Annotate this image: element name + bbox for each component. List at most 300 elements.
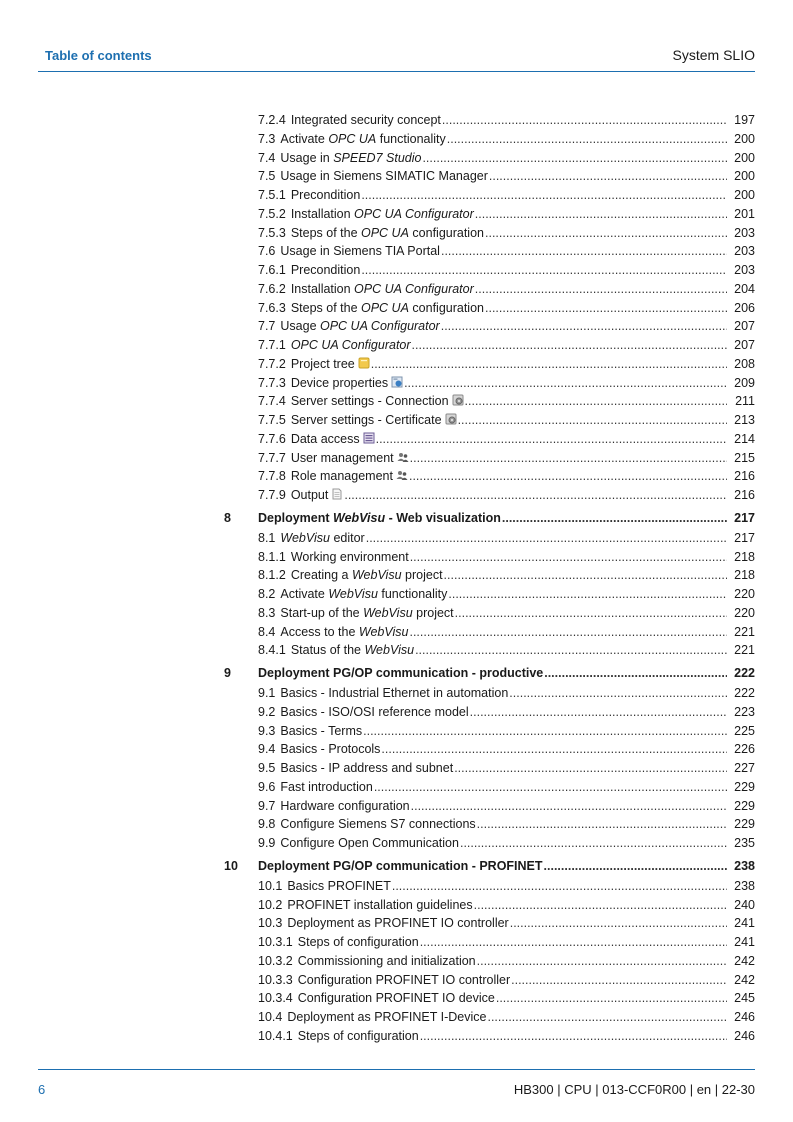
toc-entry-title bbox=[287, 896, 472, 914]
toc-entry[interactable] bbox=[224, 130, 755, 149]
toc-entry[interactable] bbox=[224, 815, 755, 834]
toc-title-italic-part: OPC UA Configurator bbox=[354, 281, 474, 296]
toc-dot-leader bbox=[477, 952, 727, 970]
toc-section-number: 7.7.2 bbox=[258, 356, 286, 371]
toc-dot-leader bbox=[422, 149, 727, 167]
toc-entry[interactable] bbox=[224, 280, 755, 299]
toc-entry-title bbox=[291, 205, 474, 223]
toc-entry[interactable] bbox=[224, 989, 755, 1008]
toc-dot-leader bbox=[470, 703, 727, 721]
toc-section-number: 8.1 bbox=[258, 530, 276, 545]
toc-entry-title bbox=[291, 224, 484, 242]
toc-dot-leader bbox=[477, 815, 727, 833]
toc-entry-body bbox=[258, 355, 755, 373]
toc-entry[interactable] bbox=[224, 411, 755, 430]
toc-entry[interactable] bbox=[224, 896, 755, 915]
toc-entry-title bbox=[291, 336, 411, 354]
toc-entry[interactable] bbox=[224, 449, 755, 468]
toc-dot-leader bbox=[409, 623, 727, 641]
toc-title-italic-part: WebVisu bbox=[333, 510, 386, 525]
toc-dot-leader bbox=[544, 664, 727, 682]
toc-entry-title bbox=[280, 623, 408, 641]
toc-entry[interactable] bbox=[224, 585, 755, 604]
toc-title-part: Data access bbox=[290, 431, 360, 446]
toc-dot-leader bbox=[487, 1008, 727, 1026]
toc-title-part: Configure Open Communication bbox=[280, 836, 459, 850]
toc-title-part: Role management bbox=[290, 469, 393, 484]
toc-entry-title bbox=[298, 1027, 419, 1045]
toc-entry-title bbox=[291, 566, 443, 584]
toc-page-number: 241 bbox=[734, 916, 755, 931]
toc-page-number: 221 bbox=[734, 643, 755, 658]
footer-divider bbox=[38, 1069, 755, 1070]
toc-entry-body bbox=[258, 486, 755, 504]
toc-entry-body bbox=[258, 467, 755, 485]
toc-page-number: 229 bbox=[734, 817, 755, 832]
toc-entry-body bbox=[258, 392, 755, 410]
toc-title-part: Status of the bbox=[290, 643, 365, 658]
toc-section-number: 7.2.4 bbox=[258, 113, 286, 127]
toc-section-number: 9.2 bbox=[258, 704, 276, 719]
toc-section-number: 9.1 bbox=[258, 686, 276, 700]
toc-section-number: 8.1.1 bbox=[258, 549, 286, 564]
toc-chapter-entry[interactable] bbox=[224, 857, 755, 877]
toc-entry[interactable] bbox=[224, 374, 755, 393]
toc-entry-title bbox=[280, 815, 475, 833]
toc-dot-leader bbox=[404, 374, 727, 392]
toc-dot-leader bbox=[510, 914, 727, 932]
toc-title-part: Deployment as PROFINET I-Device bbox=[287, 1010, 487, 1024]
toc-page-number: 203 bbox=[734, 244, 755, 259]
toc-dot-leader bbox=[411, 797, 727, 815]
toc-entry[interactable] bbox=[224, 392, 755, 411]
toc-page-number: 204 bbox=[734, 281, 755, 296]
toc-page-number: 240 bbox=[734, 897, 755, 912]
toc-entry-body bbox=[258, 641, 755, 659]
toc-entry-body bbox=[258, 317, 755, 335]
toc-entry[interactable] bbox=[224, 299, 755, 318]
toc-dot-leader bbox=[509, 684, 727, 702]
toc-section-number: 7.7.5 bbox=[258, 413, 286, 427]
toc-entry-title bbox=[291, 548, 409, 566]
toc-page-number: 229 bbox=[734, 779, 755, 794]
toc-entry-body bbox=[258, 205, 755, 223]
toc-entry-body bbox=[258, 797, 755, 815]
toc-page-number: 207 bbox=[734, 319, 755, 334]
toc-dot-leader bbox=[441, 242, 727, 260]
toc-title-part: User management bbox=[290, 450, 394, 465]
toc-section-number: 9.3 bbox=[258, 723, 276, 738]
toc-page-number: 227 bbox=[734, 761, 755, 775]
toc-title-part: Activate bbox=[280, 587, 329, 601]
toc-entry-title bbox=[280, 149, 421, 167]
toc-page-number: 197 bbox=[734, 113, 755, 127]
toc-dot-leader bbox=[544, 857, 727, 875]
toc-dot-leader bbox=[361, 261, 727, 279]
toc-dot-leader bbox=[458, 411, 727, 429]
toc-title-italic-part: WebVisu bbox=[363, 605, 413, 620]
toc-entry[interactable] bbox=[224, 952, 755, 971]
toc-entry-body bbox=[258, 242, 755, 260]
toc-entry-body bbox=[258, 703, 755, 721]
toc-dot-leader bbox=[410, 449, 727, 467]
toc-entry-title bbox=[280, 684, 508, 702]
toc-entry-body bbox=[258, 604, 755, 622]
toc-page-number: 218 bbox=[734, 568, 755, 583]
toc-dot-leader bbox=[455, 604, 727, 622]
toc-page-number: 225 bbox=[734, 723, 755, 738]
toc-title-part: Usage in Siemens SIMATIC Manager bbox=[280, 169, 488, 184]
toc-dot-leader bbox=[410, 548, 727, 566]
toc-page-number: 214 bbox=[734, 431, 755, 446]
toc-page-number: 211 bbox=[735, 394, 755, 409]
toc-entry-title bbox=[280, 242, 440, 260]
toc-section-number: 7.6 bbox=[258, 244, 276, 259]
toc-dot-leader bbox=[496, 989, 727, 1007]
toc-page-number: 221 bbox=[734, 624, 755, 639]
toc-entry[interactable] bbox=[224, 722, 755, 741]
toc-page-number: 229 bbox=[734, 798, 755, 813]
toc-entry-title bbox=[291, 186, 361, 204]
toc-entry[interactable] bbox=[224, 149, 755, 168]
toc-title-part: Configure Siemens S7 connections bbox=[280, 817, 476, 832]
toc-page-number: 216 bbox=[734, 488, 755, 502]
toc-section-number: 7.7.3 bbox=[258, 375, 286, 390]
toc-entry-body bbox=[258, 778, 755, 796]
toc-dot-leader bbox=[366, 529, 727, 547]
toc-title-part: Start-up of the bbox=[280, 605, 364, 620]
toc-title-part: Device properties bbox=[290, 375, 389, 390]
toc-section-number: 8.3 bbox=[258, 605, 276, 620]
toc-dot-leader bbox=[502, 509, 727, 527]
toc-dot-leader bbox=[361, 186, 727, 204]
toc-title-italic-part: OPC UA bbox=[328, 131, 377, 146]
toc-title-part: - Web visualization bbox=[385, 510, 501, 525]
toc-title-part: Basics PROFINET bbox=[287, 878, 391, 893]
toc-entry-body bbox=[258, 1008, 755, 1026]
toc-entry-title bbox=[291, 111, 441, 129]
device-properties-icon bbox=[391, 376, 403, 388]
toc-entry[interactable] bbox=[224, 971, 755, 990]
toc-entry-title bbox=[287, 1008, 486, 1026]
toc-entry-body bbox=[258, 280, 755, 298]
toc-entry-title bbox=[280, 722, 362, 740]
toc-entry[interactable] bbox=[224, 261, 755, 280]
toc-dot-leader bbox=[489, 167, 727, 185]
toc-section-number: 7.5.2 bbox=[258, 206, 286, 221]
toc-page-number: 200 bbox=[734, 150, 755, 165]
toc-entry-title bbox=[298, 989, 495, 1007]
toc-page-number: 222 bbox=[734, 686, 755, 700]
toc-section-number: 7.6.3 bbox=[258, 300, 286, 315]
document-icon bbox=[331, 488, 343, 500]
toc-entry[interactable] bbox=[224, 242, 755, 261]
toc-page-number: 207 bbox=[734, 338, 755, 352]
toc-entry-body bbox=[258, 684, 755, 702]
toc-entry-title bbox=[298, 971, 510, 989]
toc-title-italic-part: WebVisu bbox=[328, 587, 378, 601]
toc-dot-leader bbox=[415, 641, 727, 659]
toc-entry-body bbox=[258, 430, 755, 448]
toc-dot-leader bbox=[376, 430, 727, 448]
users-icon bbox=[397, 451, 409, 463]
toc-entry[interactable] bbox=[224, 486, 755, 505]
toc-entry-body bbox=[258, 815, 755, 833]
toc-title-part: project bbox=[412, 605, 454, 620]
toc-title-part: Hardware configuration bbox=[280, 798, 410, 813]
toc-entry[interactable] bbox=[224, 933, 755, 952]
toc-dot-leader bbox=[420, 1027, 727, 1045]
header-divider bbox=[38, 71, 755, 72]
toc-title-italic-part: OPC UA Configurator bbox=[320, 319, 440, 334]
server-settings-icon bbox=[445, 413, 457, 425]
toc-page-number: 209 bbox=[734, 375, 755, 390]
toc-entry-body bbox=[258, 336, 755, 354]
toc-entry[interactable] bbox=[224, 684, 755, 703]
toc-entry-body bbox=[258, 623, 755, 641]
toc-dot-leader bbox=[371, 355, 727, 373]
toc-dot-leader bbox=[420, 933, 727, 951]
toc-entry[interactable] bbox=[224, 740, 755, 759]
toc-section-number: 7.7.7 bbox=[258, 450, 286, 465]
toc-page-number: 200 bbox=[734, 188, 755, 202]
toc-title-part: Access to the bbox=[280, 624, 359, 639]
toc-dot-leader bbox=[442, 111, 727, 129]
toc-entry-title bbox=[258, 664, 543, 682]
toc-entry[interactable] bbox=[224, 834, 755, 853]
toc-title-part: PROFINET installation guidelines bbox=[287, 897, 473, 912]
table-of-contents bbox=[224, 111, 755, 1046]
toc-section-number: 7.7.1 bbox=[258, 338, 286, 352]
toc-entry-title bbox=[280, 778, 372, 796]
toc-entry-body bbox=[258, 411, 755, 429]
toc-entry-body bbox=[258, 585, 755, 603]
toc-section-number: 7.7.6 bbox=[258, 431, 286, 446]
toc-section-number: 9.8 bbox=[258, 817, 276, 832]
toc-title-part: Project tree bbox=[290, 356, 355, 371]
toc-title-part: Deployment bbox=[258, 510, 334, 525]
toc-entry[interactable] bbox=[224, 336, 755, 355]
toc-section-number: 9.6 bbox=[258, 779, 276, 794]
toc-title-part: Configuration PROFINET IO device bbox=[297, 991, 495, 1006]
toc-section-number: 9.5 bbox=[258, 761, 276, 775]
toc-entry[interactable] bbox=[224, 224, 755, 243]
toc-entry[interactable] bbox=[224, 186, 755, 205]
toc-title-part: Deployment PG/OP communication - PROFINET bbox=[258, 858, 543, 873]
toc-page-number: 208 bbox=[734, 356, 755, 371]
toc-entry-body bbox=[258, 566, 755, 584]
toc-entry-title bbox=[291, 280, 474, 298]
toc-title-italic-part: OPC UA Configurator bbox=[354, 206, 474, 221]
toc-entry[interactable] bbox=[224, 355, 755, 374]
toc-entry-title bbox=[280, 703, 468, 721]
toc-title-part: configuration bbox=[408, 225, 484, 240]
toc-entry[interactable] bbox=[224, 467, 755, 486]
toc-title-part: Usage in Siemens TIA Portal bbox=[280, 244, 440, 259]
users-icon bbox=[396, 469, 408, 481]
toc-dot-leader bbox=[475, 205, 727, 223]
toc-entry-title bbox=[280, 834, 459, 852]
toc-section-number: 7.3 bbox=[258, 131, 276, 146]
toc-title-part: Steps of configuration bbox=[297, 1028, 419, 1043]
toc-entry-title bbox=[280, 529, 364, 547]
toc-dot-leader bbox=[465, 392, 727, 410]
toc-page-number: 206 bbox=[734, 300, 755, 315]
toc-title-italic-part: WebVisu bbox=[358, 624, 409, 639]
toc-entry[interactable] bbox=[224, 1008, 755, 1027]
toc-chapter-entry[interactable] bbox=[224, 509, 755, 529]
toc-entry-title bbox=[258, 857, 543, 875]
toc-title-italic-part: OPC UA Configurator bbox=[290, 338, 411, 352]
toc-entry-body bbox=[258, 834, 755, 852]
toc-entry-title bbox=[291, 430, 375, 448]
toc-entry[interactable] bbox=[224, 641, 755, 660]
toc-entry[interactable] bbox=[224, 759, 755, 778]
toc-section-number: 10.4 bbox=[258, 1010, 283, 1024]
toc-section-number: 10.2 bbox=[258, 897, 283, 912]
toc-entry[interactable] bbox=[224, 566, 755, 585]
toc-title-part: Activate bbox=[280, 131, 329, 146]
toc-dot-leader bbox=[374, 778, 727, 796]
toc-title-part: functionality bbox=[377, 587, 448, 601]
toc-section-number: 7.5 bbox=[258, 169, 276, 184]
toc-entry[interactable] bbox=[224, 205, 755, 224]
toc-entry[interactable] bbox=[224, 778, 755, 797]
toc-title-part: Basics - Terms bbox=[280, 723, 363, 738]
data-access-icon bbox=[363, 432, 375, 444]
toc-title-part: Deployment as PROFINET IO controller bbox=[287, 916, 509, 931]
toc-title-italic-part: OPC UA bbox=[361, 225, 409, 240]
toc-entry-body bbox=[258, 952, 755, 970]
toc-section-number: 10.1 bbox=[258, 878, 283, 893]
toc-dot-leader bbox=[363, 722, 727, 740]
toc-entry-title bbox=[291, 374, 403, 392]
toc-entry-title bbox=[280, 167, 488, 185]
toc-section-number: 10.3.1 bbox=[258, 935, 293, 949]
toc-section-number: 9.9 bbox=[258, 836, 276, 850]
toc-title-part: Precondition bbox=[290, 188, 361, 202]
toc-entry[interactable] bbox=[224, 111, 755, 130]
toc-dot-leader bbox=[344, 486, 727, 504]
toc-entry-title bbox=[291, 449, 409, 467]
toc-section-number: 10.3 bbox=[258, 916, 283, 931]
toc-entry[interactable] bbox=[224, 604, 755, 623]
toc-entry-title bbox=[280, 585, 447, 603]
header-section-title: Table of contents bbox=[45, 48, 152, 63]
toc-page-number: 218 bbox=[734, 549, 755, 564]
toc-title-part: Working environment bbox=[290, 549, 409, 564]
toc-entry-body bbox=[258, 1027, 755, 1045]
toc-title-italic-part: WebVisu bbox=[351, 568, 402, 583]
toc-page-number: 220 bbox=[734, 605, 755, 620]
toc-entry-title bbox=[298, 952, 476, 970]
toc-page-number: 201 bbox=[734, 206, 755, 221]
toc-page-number: 235 bbox=[734, 836, 755, 850]
toc-title-part: Deployment PG/OP communication - productive bbox=[258, 666, 544, 680]
toc-dot-leader bbox=[485, 299, 727, 317]
toc-entry[interactable] bbox=[224, 317, 755, 336]
toc-entry-title bbox=[298, 933, 419, 951]
toc-dot-leader bbox=[381, 740, 727, 758]
toc-entry-title bbox=[280, 604, 453, 622]
toc-entry[interactable] bbox=[224, 529, 755, 548]
toc-page-number: 238 bbox=[734, 858, 755, 873]
toc-entry-body bbox=[258, 509, 755, 527]
toc-entry-body bbox=[258, 167, 755, 185]
toc-section-number: 7.6.1 bbox=[258, 263, 286, 277]
toc-entry-body bbox=[258, 186, 755, 204]
toc-chapter-number: 8 bbox=[224, 510, 231, 525]
toc-entry[interactable] bbox=[224, 430, 755, 449]
toc-section-number: 9.4 bbox=[258, 742, 276, 757]
toc-entry[interactable] bbox=[224, 877, 755, 896]
toc-entry-body bbox=[258, 857, 755, 875]
toc-title-part: Installation bbox=[290, 281, 355, 296]
toc-entry-title bbox=[291, 467, 408, 485]
toc-entry-body bbox=[258, 224, 755, 242]
toc-dot-leader bbox=[392, 877, 727, 895]
toc-chapter-entry[interactable] bbox=[224, 664, 755, 684]
toc-title-part: functionality bbox=[376, 131, 446, 146]
toc-title-part: Usage in bbox=[280, 150, 334, 165]
toc-entry[interactable] bbox=[224, 1027, 755, 1046]
toc-title-part: Creating a bbox=[290, 568, 352, 583]
toc-entry-title bbox=[258, 509, 501, 527]
toc-entry[interactable] bbox=[224, 548, 755, 567]
folder-icon bbox=[358, 357, 370, 369]
toc-dot-leader bbox=[474, 896, 727, 914]
toc-section-number: 8.4 bbox=[258, 624, 276, 639]
toc-title-part: Output bbox=[290, 488, 329, 502]
toc-page-number: 226 bbox=[734, 742, 755, 757]
toc-title-part: Commissioning and initialization bbox=[297, 953, 476, 968]
toc-entry-body bbox=[258, 971, 755, 989]
toc-entry-body bbox=[258, 130, 755, 148]
toc-entry[interactable] bbox=[224, 703, 755, 722]
toc-title-part: Steps of the bbox=[290, 225, 361, 240]
toc-title-part: editor bbox=[329, 530, 365, 545]
toc-section-number: 7.4 bbox=[258, 150, 276, 165]
toc-section-number: 7.5.3 bbox=[258, 225, 286, 240]
toc-title-part: project bbox=[401, 568, 443, 583]
toc-entry[interactable] bbox=[224, 623, 755, 642]
toc-entry-body bbox=[258, 529, 755, 547]
toc-entry-body bbox=[258, 664, 755, 682]
toc-entry-body bbox=[258, 111, 755, 129]
toc-page-number: 220 bbox=[734, 587, 755, 601]
toc-entry-body bbox=[258, 896, 755, 914]
toc-page-number: 242 bbox=[734, 972, 755, 987]
toc-dot-leader bbox=[447, 130, 727, 148]
server-settings-icon bbox=[452, 394, 464, 406]
toc-entry-body bbox=[258, 933, 755, 951]
toc-title-part: Server settings - Connection bbox=[290, 394, 449, 409]
toc-title-part: Precondition bbox=[290, 263, 361, 277]
toc-dot-leader bbox=[409, 467, 727, 485]
toc-page-number: 242 bbox=[734, 953, 755, 968]
toc-page-number: 217 bbox=[734, 510, 755, 525]
toc-entry-body bbox=[258, 261, 755, 279]
toc-dot-leader bbox=[460, 834, 727, 852]
toc-section-number: 7.5.1 bbox=[258, 188, 286, 202]
toc-entry[interactable] bbox=[224, 797, 755, 816]
toc-entry[interactable] bbox=[224, 914, 755, 933]
toc-section-number: 7.6.2 bbox=[258, 281, 286, 296]
toc-entry[interactable] bbox=[224, 167, 755, 186]
toc-title-part: Configuration PROFINET IO controller bbox=[297, 972, 511, 987]
toc-page-number: 245 bbox=[734, 991, 755, 1006]
toc-entry-title bbox=[291, 261, 361, 279]
